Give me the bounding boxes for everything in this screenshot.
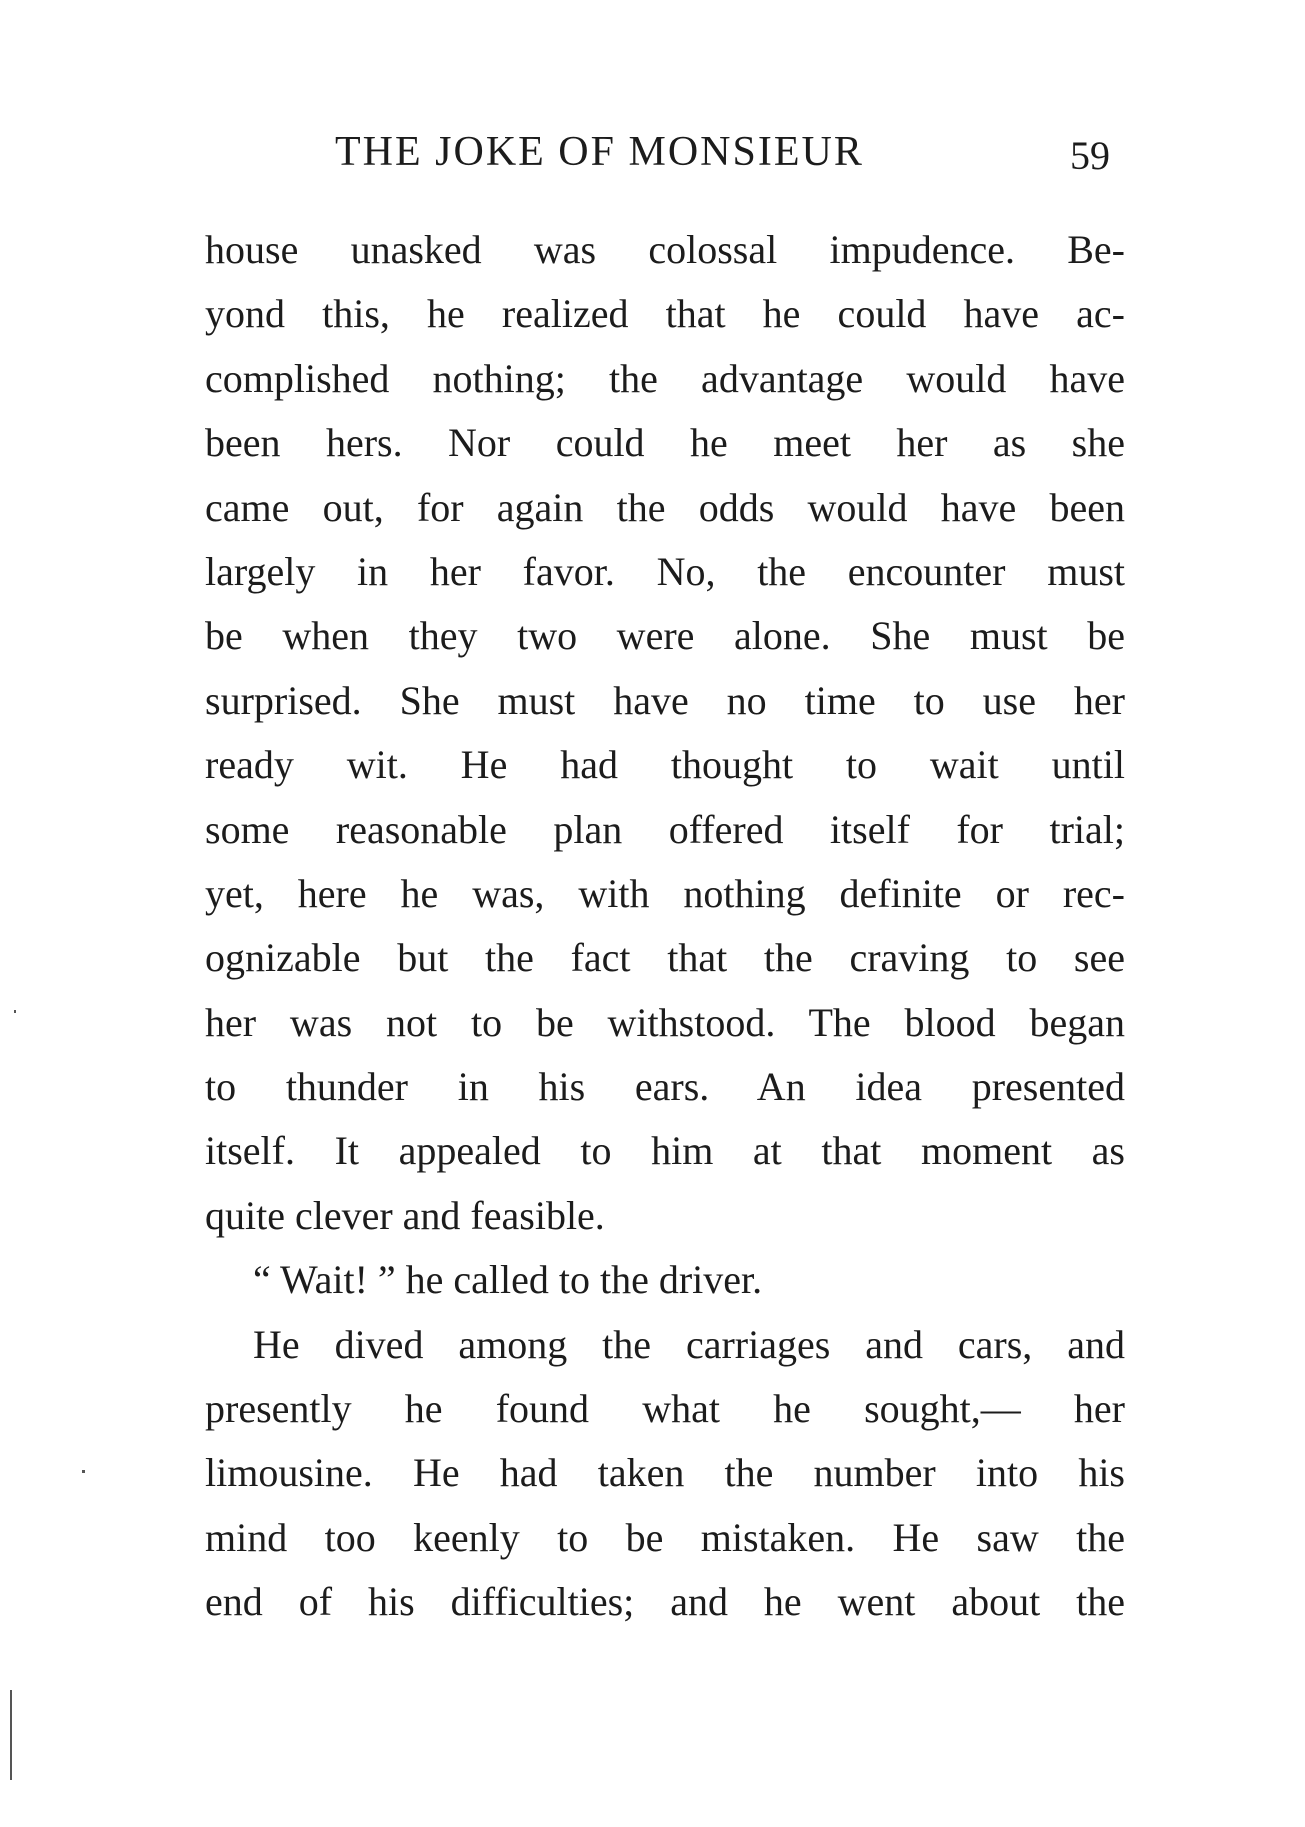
text-line: mind too keenly to be mistaken. He saw the <box>205 1514 1125 1560</box>
text-line: surprised. She must have no time to use her <box>205 677 1125 723</box>
dialogue-line: “ Wait! ” he called to the driver. <box>253 1257 763 1303</box>
text-line: ognizable but the fact that the craving to see <box>205 935 1125 981</box>
text-line: some reasonable plan offered itself for trial; <box>205 806 1125 852</box>
scan-speck <box>82 1470 85 1473</box>
scan-speck <box>14 1010 16 1013</box>
text-line: yet, here he was, with nothing definite or rec- <box>205 870 1125 916</box>
body-text <box>205 218 1125 1635</box>
text-line: end of his difficulties; and he went about the <box>205 1579 1125 1625</box>
text-line: her was not to be withstood. The blood began <box>205 999 1125 1045</box>
text-line: yond this, he realized that he could have ac- <box>205 291 1125 337</box>
text-line: been hers. Nor could he meet her as she <box>205 420 1125 466</box>
running-head <box>205 128 1125 188</box>
text-line: presently he found what he sought,— her <box>205 1386 1125 1432</box>
text-line: be when they two were alone. She must be <box>205 613 1125 659</box>
text-line: ready wit. He had thought to wait until <box>205 742 1125 788</box>
text-line: came out, for again the odds would have been <box>205 484 1125 530</box>
text-line: itself. It appealed to him at that moment as <box>205 1128 1125 1174</box>
text-line: quite clever and feasible. <box>205 1192 605 1238</box>
paragraph-start-line: He dived among the carriages and cars, and <box>253 1321 1125 1367</box>
text-line: limousine. He had taken the number into his <box>205 1450 1125 1496</box>
running-title: THE JOKE OF MONSIEUR <box>335 129 864 175</box>
text-line: largely in her favor. No, the encounter must <box>205 548 1125 594</box>
text-line: to thunder in his ears. An idea presented <box>205 1064 1125 1110</box>
page-number: 59 <box>1070 133 1110 178</box>
text-line: complished nothing; the advantage would have <box>205 355 1125 401</box>
scan-edge-mark <box>10 1690 12 1780</box>
text-line: house unasked was colossal impudence. Be- <box>205 227 1125 272</box>
